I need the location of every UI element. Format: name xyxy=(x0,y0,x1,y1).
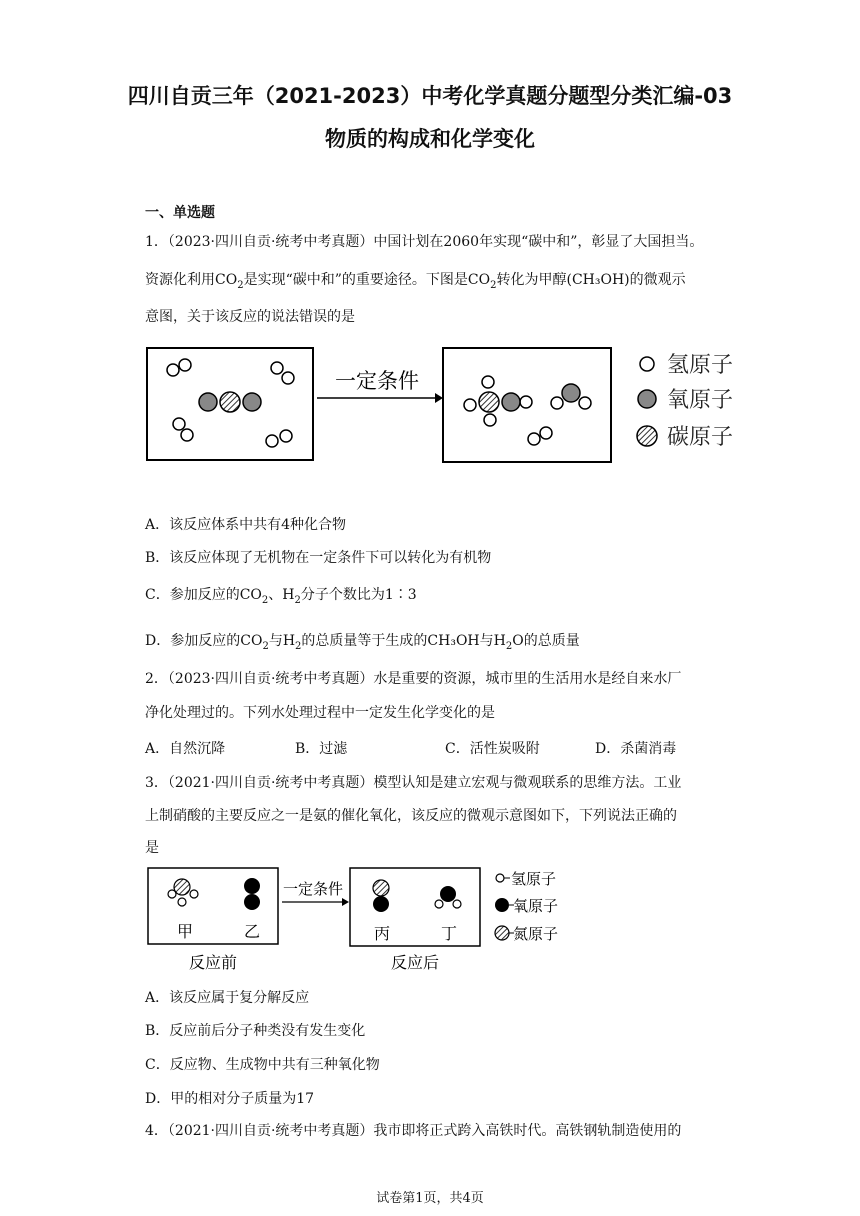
q3-legend-oxygen: 氧原子 xyxy=(513,897,559,915)
q3-label-jia: 甲 xyxy=(176,922,194,941)
q2-option-b[interactable]: B．过滤 xyxy=(295,741,348,757)
q1-option-d[interactable]: D．参加反应的$CO_2$与$H_2$的总质量等于生成的CH₃OH与$H_2O$的总质量 xyxy=(145,633,580,652)
q3-line2: 上制硝酸的主要反应之一是氨的催化氧化，该反应的微观示意图如下，下列说法正确的 xyxy=(145,808,677,824)
q3-caption-before: 反应前 xyxy=(188,953,238,972)
q1-legend-carbon: 碳原子 xyxy=(667,425,734,450)
document-title-line1: 四川自贡三年（2021-2023）中考化学真题分题型分类汇编-03 xyxy=(127,84,733,108)
q3-option-b[interactable]: B．反应前后分子种类没有发生变化 xyxy=(145,1023,366,1039)
q3-option-c[interactable]: C．反应物、生成物中共有三种氧化物 xyxy=(145,1057,380,1073)
q3-label-ding: 丁 xyxy=(440,924,458,943)
q3-arrow-label: 一定条件 xyxy=(282,880,344,898)
q1-option-b[interactable]: B．该反应体现了无机物在一定条件下可以转化为有机物 xyxy=(145,550,492,566)
q1-legend-oxygen: 氧原子 xyxy=(667,388,734,413)
q4-line1: 4．（2021·四川自贡·统考中考真题）我市即将正式跨入高铁时代。高铁钢轨制造使用的 xyxy=(145,1123,682,1139)
q3-label-yi: 乙 xyxy=(243,922,261,941)
q3-line3: 是 xyxy=(145,840,159,856)
q3-legend-nitrogen: 氮原子 xyxy=(513,925,559,943)
q3-option-a[interactable]: A．该反应属于复分解反应 xyxy=(145,990,310,1006)
q1-option-c[interactable]: C．参加反应的$CO_2$、$H_2$分子个数比为1∶3 xyxy=(145,587,417,606)
q2-line1: 2．（2023·四川自贡·统考中考真题）水是重要的资源，城市里的生活用水是经自来水厂 xyxy=(145,671,682,687)
page-footer: 试卷第1页，共4页 xyxy=(376,1191,484,1206)
q1-option-a[interactable]: A．该反应体系中共有4种化合物 xyxy=(145,517,347,533)
q3-option-d[interactable]: D．甲的相对分子质量为17 xyxy=(145,1091,315,1107)
section-heading: 一、单选题 xyxy=(145,205,215,221)
q1-line1: 1．（2023·四川自贡·统考中考真题）中国计划在2060年实现“碳中和”，彰显了大国担当。 xyxy=(145,234,704,250)
q3-label-bing: 丙 xyxy=(373,924,391,943)
q1-legend-hydrogen: 氢原子 xyxy=(667,353,734,378)
q2-option-c[interactable]: C．活性炭吸附 xyxy=(445,741,540,757)
q3-reaction-diagram xyxy=(145,860,605,975)
q1-line2: 资源化利用$CO_2$是实现“碳中和”的重要途径。下图是$CO_2$转化为甲醇(CH₃OH)的微观示 xyxy=(145,272,686,291)
q3-legend-hydrogen: 氢原子 xyxy=(511,870,557,888)
q2-option-d[interactable]: D．杀菌消毒 xyxy=(595,741,677,757)
document-title-line2: 物质的构成和化学变化 xyxy=(325,127,535,151)
q1-arrow-label: 一定条件 xyxy=(335,369,419,393)
q1-reaction-diagram xyxy=(145,340,745,470)
q3-caption-after: 反应后 xyxy=(390,953,440,972)
q2-option-a[interactable]: A．自然沉降 xyxy=(145,741,226,757)
q2-line2: 净化处理过的。下列水处理过程中一定发生化学变化的是 xyxy=(145,705,495,721)
q1-line3: 意图，关于该反应的说法错误的是 xyxy=(145,309,355,325)
q3-line1: 3．（2021·四川自贡·统考中考真题）模型认知是建立宏观与微观联系的思维方法。工业 xyxy=(145,775,682,791)
